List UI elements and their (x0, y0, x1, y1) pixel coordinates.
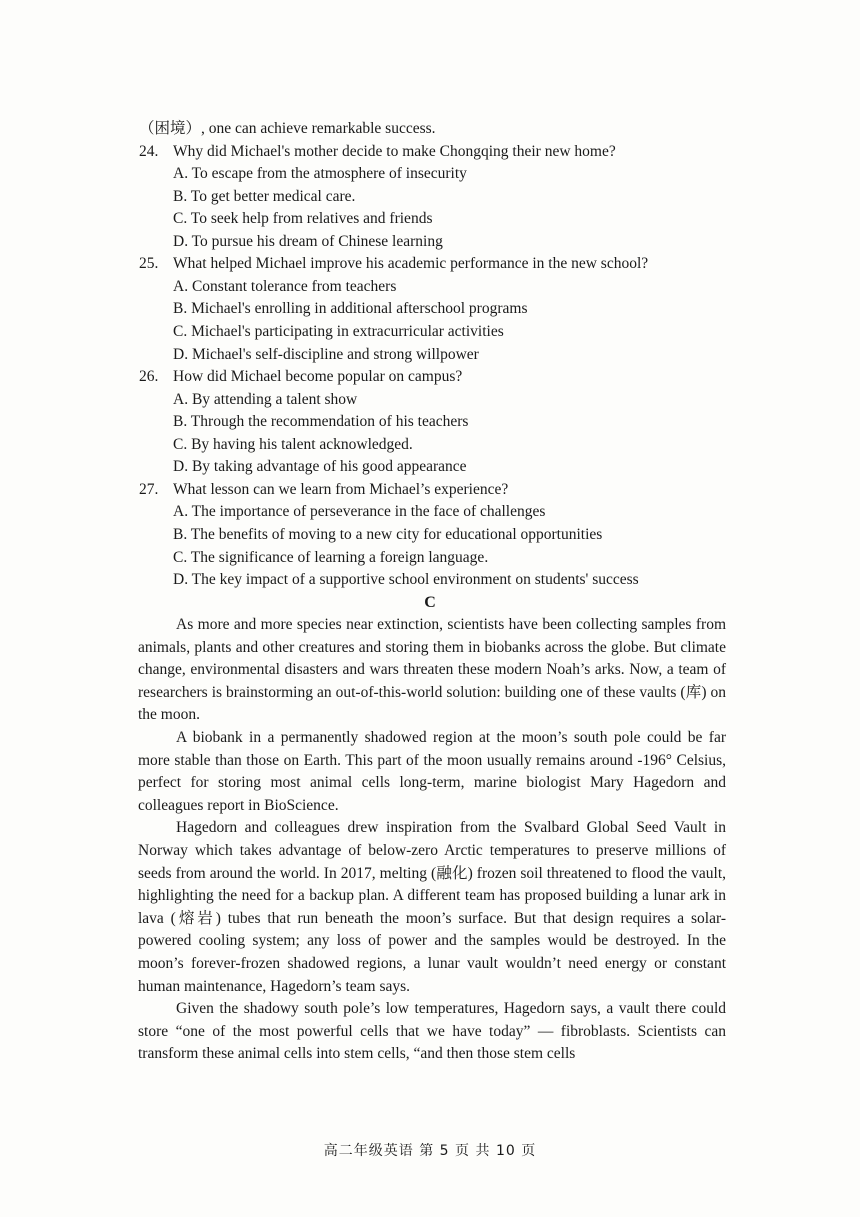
passage-paragraph-3: Hagedorn and colleagues drew inspiration from the Svalbard Global Seed Vault in Norway which takes advantage of below-zero Arctic temperatures to preserve millions of seeds from around the world. In 2017, melting (融化) frozen soil threatened to flood the vault, highlighting the need for a backup plan. A different team has proposed building a lunar ark in lava (熔岩) tubes that run beneath the moon’s surface. But that design requires a solar-powered cooling system; any loss of power and the samples would be destroyed. In the moon’s forever-frozen shadowed regions, a lunar vault wouldn’t need energy or constant human maintenance, Hagedorn’s team says. (138, 819, 726, 995)
question-text: What helped Michael improve his academic performance in the new school? (173, 255, 649, 272)
option-27-a: A. The importance of perseverance in the face of challenges (173, 503, 546, 520)
option-26-a: A. By attending a talent show (173, 391, 358, 408)
option-26-d: D. By taking advantage of his good appearance (173, 458, 467, 475)
question-number: 24. (139, 143, 159, 160)
passage-paragraph-4: Given the shadowy south pole’s low temperatures, Hagedorn says, a vault there could store “one of the most powerful cells that we have today” — fibroblasts. Scientists can transform these animal cells into stem cells, “and then those stem cells (138, 1000, 726, 1063)
question-number: 25. (139, 255, 159, 272)
option-24-b: B. To get better medical care. (173, 188, 356, 205)
option-24-a: A. To escape from the atmosphere of insecurity (173, 165, 467, 182)
option-25-b: B. Michael's enrolling in additional afterschool programs (173, 300, 528, 317)
option-27-c: C. The significance of learning a foreign language. (173, 549, 489, 566)
page-footer: 高二年级英语 第 5 页 共 10 页 (323, 1143, 537, 1159)
question-text: How did Michael become popular on campus? (173, 368, 463, 385)
option-24-c: C. To seek help from relatives and friends (173, 210, 433, 227)
option-27-b: B. The benefits of moving to a new city for educational opportunities (173, 526, 603, 543)
question-text: Why did Michael's mother decide to make Chongqing their new home? (173, 143, 616, 160)
section-heading: C (424, 594, 436, 611)
passage-paragraph-2: A biobank in a permanently shadowed region at the moon’s south pole could be far more stable than those on Earth. This part of the moon usually remains around -196° Celsius, perfect for storing most animal cells long-term, marine biologist Mary Hagedorn and colleagues report in BioScience. (138, 728, 726, 814)
option-26-c: C. By having his talent acknowledged. (173, 436, 413, 453)
option-27-d: D. The key impact of a supportive school environment on students' success (173, 571, 639, 588)
question-25 (139, 254, 648, 274)
question-24 (139, 142, 616, 162)
option-25-d: D. Michael's self-discipline and strong willpower (173, 346, 479, 363)
question-27 (139, 480, 508, 500)
passage-body (138, 614, 726, 1066)
option-24-d: D. To pursue his dream of Chinese learning (173, 233, 443, 250)
option-25-c: C. Michael's participating in extracurricular activities (173, 323, 504, 340)
option-26-b: B. Through the recommendation of his teachers (173, 413, 469, 430)
option-25-a: A. Constant tolerance from teachers (173, 278, 397, 295)
question-number: 27. (139, 481, 159, 498)
question-number: 26. (139, 368, 159, 385)
question-text: What lesson can we learn from Michael’s experience? (173, 481, 509, 498)
intro-line: （困境）, one can achieve remarkable success. (139, 120, 436, 137)
passage-paragraph-1: As more and more species near extinction, scientists have been collecting samples from animals, plants and other creatures and storing them in biobanks across the globe. But climate change, environmental disasters and wars threaten these modern Noah’s arks. Now, a team of researchers is brainstorming an out-of-this-world solution: building one of these vaults (库) on the moon. (138, 616, 726, 724)
question-26 (139, 367, 462, 387)
